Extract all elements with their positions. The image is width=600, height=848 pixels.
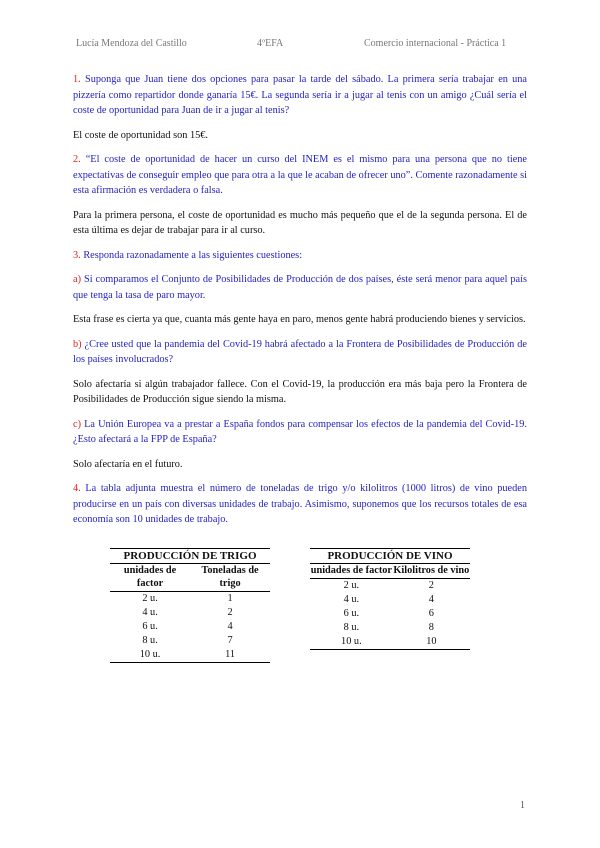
table-cell: 11: [190, 648, 270, 663]
answer-3c: Solo afectaría en el futuro.: [73, 458, 183, 470]
table-row: [110, 648, 270, 663]
header-subject: Comercio internacional - Práctica 1: [364, 38, 507, 49]
table-trigo-col-tons: Toneladas de trigo: [190, 564, 270, 592]
question-3c-label: c): [73, 418, 81, 430]
question-3-text: Responda razonadamente a las siguientes cuestiones:: [83, 249, 303, 261]
page-number: 1: [520, 800, 525, 811]
table-cell: 8 u.: [343, 622, 360, 633]
question-2: [73, 152, 527, 199]
table-vino: [310, 548, 470, 650]
table-cell: 2 u.: [142, 593, 158, 604]
question-1-number: 1.: [73, 74, 81, 85]
answer-2: Para la primera persona, el coste de oportunidad es mucho más pequeño que el de la segunda persona. El de esta última es dejar de trabajar para ir al curso.: [73, 209, 527, 236]
table-cell: 8 u.: [142, 635, 158, 646]
table-cell: 2 u.: [343, 580, 360, 591]
table-row: [310, 607, 470, 621]
table-row: [310, 593, 470, 607]
table-cell: 6 u.: [142, 621, 158, 632]
table-cell: 6 u.: [343, 608, 360, 619]
table-cell: 10 u.: [310, 635, 393, 650]
question-1: [73, 72, 527, 119]
header-author: Lucía Mendoza del Castillo: [76, 38, 187, 49]
question-3-number: 3.: [73, 249, 81, 261]
question-3a: [73, 272, 527, 303]
table-row: [110, 634, 270, 648]
table-cell: 4: [227, 621, 233, 632]
question-4: [73, 481, 527, 528]
question-3b: [73, 337, 527, 368]
header-course: 4ºEFA: [257, 38, 284, 49]
table-cell: 10 u.: [110, 648, 190, 663]
answer-3a: Esta frase es cierta ya que, cuanta más gente haya en paro, menos gente habrá produciendo bienes y servicios.: [73, 314, 526, 325]
table-cell: 2: [428, 580, 434, 591]
question-1-text: Suponga que Juan tiene dos opciones para pasar la tarde del sábado. La primera sería trabajar en una pizzería como repartidor donde ganaría 15€. La segunda sería ir a jugar al tenis con un amigo ¿Cuál sería el coste de oportunidad para Juan de ir a jugar al tenis?: [73, 74, 528, 116]
question-3c-text: La Unión Europea va a prestar a España fondos para compensar los efectos de la pandemia del Covid-19. ¿Esto afectará a la FPP de España?: [73, 418, 528, 445]
question-3a-text: Si comparamos el Conjunto de Posibilidades de Producción de dos países, éste será menor para aquel país que tenga la tasa de paro mayor.: [73, 274, 527, 301]
document-body: [73, 72, 527, 537]
table-row: [110, 592, 270, 607]
table-cell: 4 u.: [142, 607, 158, 618]
table-cell: 8: [428, 622, 434, 633]
table-trigo-title: PRODUCCIÓN DE TRIGO: [110, 549, 270, 564]
table-cell: 7: [227, 635, 233, 646]
table-cell: 4: [428, 594, 434, 605]
question-3: [73, 248, 527, 264]
question-3a-label: a): [73, 274, 81, 285]
answer-1: El coste de oportunidad son 15€.: [73, 129, 208, 141]
question-2-text: “El coste de oportunidad de hacer un curso del INEM es el mismo para una persona que no tiene expectativas de conseguir empleo que para otra a la que le acaban de ofrecer uno”. Comente razonadamente si esta afirmación es verdadera o falsa.: [73, 154, 528, 196]
question-3b-label: b): [73, 338, 82, 350]
question-3b-text: ¿Cree usted que la pandemia del Covid-19 habrá afectado a la Frontera de Posibilidades de Producción de los países involucrados?: [73, 338, 528, 365]
table-row: [310, 579, 470, 594]
table-cell: 10: [393, 635, 470, 650]
question-3c: [73, 417, 527, 448]
table-vino-title: PRODUCCIÓN DE VINO: [310, 549, 470, 564]
table-vino-col-units: unidades de factor: [310, 564, 393, 579]
question-4-number: 4.: [73, 483, 81, 494]
table-cell: 1: [227, 593, 233, 604]
table-row: [310, 621, 470, 635]
table-trigo-col-units: unidades de factor: [110, 564, 190, 592]
question-2-number: 2.: [73, 154, 81, 165]
table-row: [310, 635, 470, 650]
table-cell: 2: [227, 607, 233, 618]
question-4-text: La tabla adjunta muestra el número de toneladas de trigo y/o kilolitros (1000 litros) de vino pueden producirse en un país con diversas unidades de trabajo. Asimismo, suponemos que los recursos totales de esa economía son 10 unidades de trabajo.: [73, 483, 527, 525]
table-trigo: [110, 548, 270, 663]
table-row: [110, 620, 270, 634]
table-cell: 6: [428, 608, 434, 619]
table-row: [110, 606, 270, 620]
answer-3b: Solo afectaría si algún trabajador fallece. Con el Covid-19, la producción era más baja pero la Frontera de Posibilidades de Producción sigue siendo la misma.: [73, 378, 527, 405]
table-cell: 4 u.: [343, 594, 360, 605]
table-vino-col-kl: Kilolitros de vino: [393, 564, 470, 579]
